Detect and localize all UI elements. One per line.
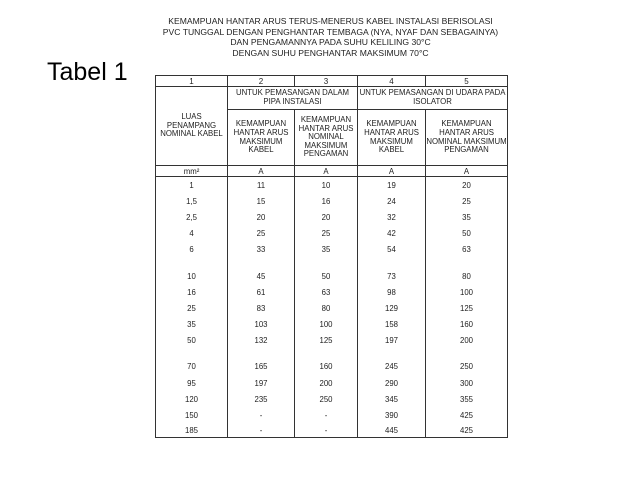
column-number: 1: [156, 76, 228, 87]
slide-label: Tabel 1: [47, 58, 128, 86]
table-cell: 32: [358, 209, 426, 225]
group-header-row: [156, 87, 508, 110]
table-cell: 250: [426, 359, 508, 375]
table-cell: 20: [295, 209, 358, 225]
table-row: [156, 359, 508, 375]
table-row: [156, 209, 508, 225]
title-line: DAN PENGAMANNYA PADA SUHU KELILING 30°C: [230, 37, 431, 48]
title-line: DENGAN SUHU PENGHANTAR MAKSIMUM 70°C: [232, 47, 429, 58]
table-cell: 245: [358, 359, 426, 375]
table-cell: 197: [228, 375, 295, 391]
table-row: [156, 375, 508, 391]
table-cell: 6: [156, 242, 228, 258]
title-line: PVC TUNGGAL DENGAN PENGHANTAR TEMBAGA (NYA, NYAF DAN SEBAGAINYA): [162, 26, 499, 37]
table-cell: 20: [426, 177, 508, 194]
table-cell: 70: [156, 359, 228, 375]
table-cell: 50: [426, 226, 508, 242]
spacer-cell: [295, 258, 358, 268]
table-cell: 25: [228, 226, 295, 242]
table-row: [156, 177, 508, 194]
table-row: [156, 193, 508, 209]
spacer-cell: [426, 349, 508, 359]
table-cell: -: [228, 424, 295, 438]
table-cell: 2,5: [156, 209, 228, 225]
column-number: 5: [426, 76, 508, 87]
table-cell: 73: [358, 268, 426, 284]
group-header-pipe: UNTUK PEMASANGAN DALAM PIPA INSTALASI: [228, 87, 358, 110]
table-row: [156, 226, 508, 242]
table-cell: 290: [358, 375, 426, 391]
table-cell: 197: [358, 333, 426, 349]
table-title: [158, 16, 503, 58]
column-number: 4: [358, 76, 426, 87]
unit-cell: A: [358, 166, 426, 177]
table-cell: 19: [358, 177, 426, 194]
sub-header: KEMAMPUAN HANTAR ARUS MAKSIMUM KABEL: [358, 110, 426, 166]
spacer-cell: [156, 349, 228, 359]
sub-header: KEMAMPUAN HANTAR ARUS NOMINAL MAKSIMUM PENGAMAN: [426, 110, 508, 166]
table-cell: 16: [295, 193, 358, 209]
table-row: [156, 268, 508, 284]
table-cell: 95: [156, 375, 228, 391]
table-cell: 150: [156, 407, 228, 423]
table-cell: 25: [426, 193, 508, 209]
table-cell: 10: [295, 177, 358, 194]
spacer-cell: [358, 258, 426, 268]
table-cell: 20: [228, 209, 295, 225]
title-line: KEMAMPUAN HANTAR ARUS TERUS-MENERUS KABEL INSTALASI BERISOLASI: [168, 16, 493, 26]
table-cell: 132: [228, 333, 295, 349]
table-cell: 25: [156, 300, 228, 316]
group-spacer: [156, 349, 508, 359]
table-row: [156, 407, 508, 423]
unit-cell: A: [295, 166, 358, 177]
table-cell: 125: [426, 300, 508, 316]
table-cell: 1: [156, 177, 228, 194]
table-cell: 35: [156, 317, 228, 333]
table-cell: 33: [228, 242, 295, 258]
table-cell: 160: [295, 359, 358, 375]
table-cell: 80: [426, 268, 508, 284]
table-cell: -: [295, 407, 358, 423]
table-cell: 54: [358, 242, 426, 258]
table-cell: 185: [156, 424, 228, 438]
table-cell: 125: [295, 333, 358, 349]
table-row: [156, 391, 508, 407]
table-cell: 42: [358, 226, 426, 242]
table-cell: 250: [295, 391, 358, 407]
table-cell: 24: [358, 193, 426, 209]
table-cell: -: [228, 407, 295, 423]
unit-cell: A: [426, 166, 508, 177]
column-number: 3: [295, 76, 358, 87]
table-row: [156, 424, 508, 438]
table-cell: 100: [295, 317, 358, 333]
table-cell: 98: [358, 284, 426, 300]
table-row: [156, 300, 508, 316]
table-cell: 35: [426, 209, 508, 225]
table-cell: 445: [358, 424, 426, 438]
spacer-cell: [295, 349, 358, 359]
table-cell: 390: [358, 407, 426, 423]
table-cell: 61: [228, 284, 295, 300]
column-number: 2: [228, 76, 295, 87]
table-cell: 15: [228, 193, 295, 209]
table-cell: 300: [426, 375, 508, 391]
table-cell: 63: [295, 284, 358, 300]
sub-header: KEMAMPUAN HANTAR ARUS NOMINAL MAKSIMUM PENGAMAN: [295, 110, 358, 166]
spacer-cell: [156, 258, 228, 268]
spacer-cell: [358, 349, 426, 359]
column-number-row: [156, 76, 508, 87]
table-cell: 200: [295, 375, 358, 391]
unit-cell: mm²: [156, 166, 228, 177]
table-cell: 160: [426, 317, 508, 333]
table-row: [156, 242, 508, 258]
table-cell: 35: [295, 242, 358, 258]
table-cell: 4: [156, 226, 228, 242]
table-cell: 100: [426, 284, 508, 300]
sub-header: KEMAMPUAN HANTAR ARUS MAKSIMUM KABEL: [228, 110, 295, 166]
table-cell: 355: [426, 391, 508, 407]
table-cell: 45: [228, 268, 295, 284]
table-cell: -: [295, 424, 358, 438]
table-cell: 16: [156, 284, 228, 300]
ampacity-table: [155, 75, 508, 438]
table-cell: 129: [358, 300, 426, 316]
table-cell: 158: [358, 317, 426, 333]
table-row: [156, 284, 508, 300]
spacer-cell: [228, 349, 295, 359]
table-cell: 25: [295, 226, 358, 242]
unit-cell: A: [228, 166, 295, 177]
table-row: [156, 317, 508, 333]
table-cell: 50: [156, 333, 228, 349]
table-cell: 200: [426, 333, 508, 349]
table-cell: 83: [228, 300, 295, 316]
table-cell: 11: [228, 177, 295, 194]
group-spacer: [156, 258, 508, 268]
spacer-cell: [228, 258, 295, 268]
table-cell: 1,5: [156, 193, 228, 209]
table-cell: 235: [228, 391, 295, 407]
table-cell: 50: [295, 268, 358, 284]
spacer-cell: [426, 258, 508, 268]
table-cell: 425: [426, 407, 508, 423]
table-cell: 10: [156, 268, 228, 284]
table-cell: 120: [156, 391, 228, 407]
unit-row: [156, 166, 508, 177]
table-cell: 345: [358, 391, 426, 407]
table-cell: 425: [426, 424, 508, 438]
table-row: [156, 333, 508, 349]
table-cell: 103: [228, 317, 295, 333]
group-header-air: UNTUK PEMASANGAN DI UDARA PADA ISOLATOR: [358, 87, 508, 110]
table-cell: 63: [426, 242, 508, 258]
table-cell: 165: [228, 359, 295, 375]
cross-section-header: LUAS PENAMPANG NOMINAL KABEL: [156, 87, 228, 166]
table-cell: 80: [295, 300, 358, 316]
